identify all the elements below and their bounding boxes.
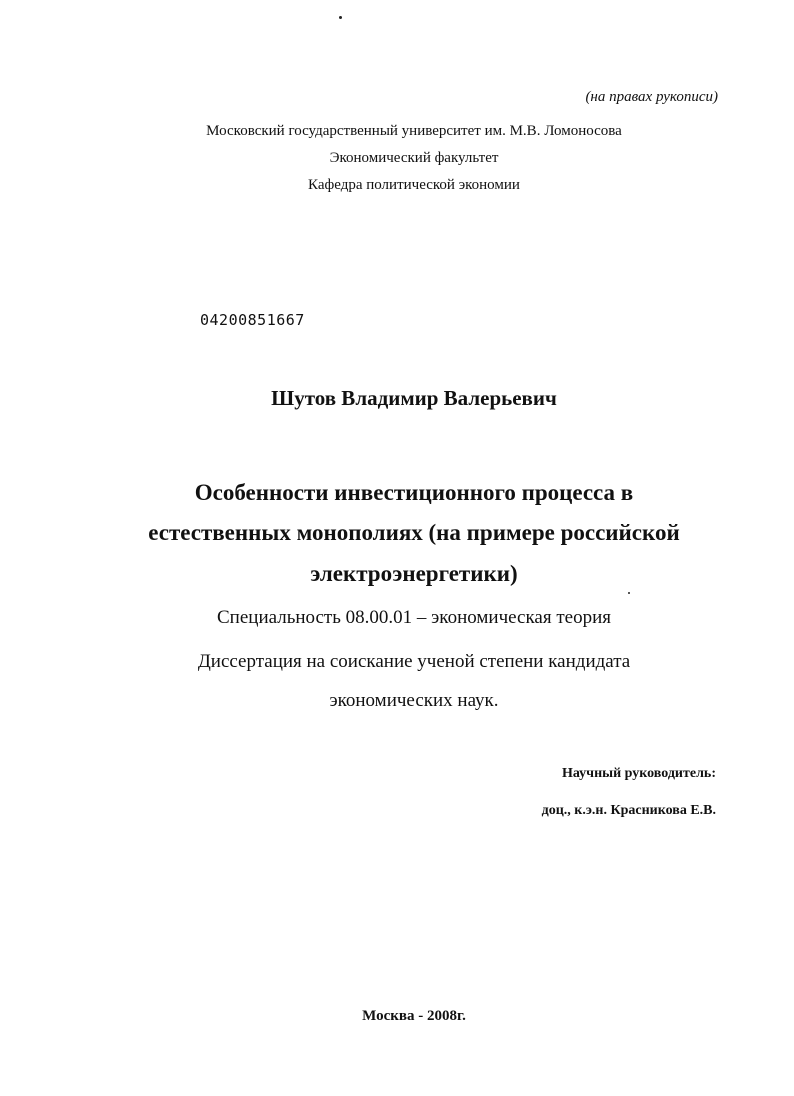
- university-name: Московский государственный университет им. М.В. Ломоносова: [206, 123, 622, 139]
- thesis-title-line-3: электроэнергетики): [310, 561, 518, 586]
- dissertation-line-2: экономических наук.: [329, 690, 499, 711]
- faculty-name: Экономический факультет: [329, 150, 499, 166]
- author-name: Шутов Владимир Валерьевич: [271, 386, 557, 410]
- city-year: Москва - 2008г.: [362, 1008, 466, 1024]
- dissertation-line-1: Диссертация на соискание ученой степени кандидата: [197, 651, 631, 672]
- specialty-line: Специальность 08.00.01 – экономическая теория: [217, 607, 611, 628]
- rights-note: (на правах рукописи): [585, 89, 718, 105]
- thesis-title-line-2: естественных монополиях (на примере российской: [148, 520, 680, 545]
- registry-code: 04200851667: [200, 311, 305, 329]
- supervisor-name: доц., к.э.н. Красникова Е.В.: [541, 803, 716, 818]
- scan-speck-top: [339, 16, 342, 19]
- department-name: Кафедра политической экономии: [308, 177, 520, 193]
- thesis-title-line-1: Особенности инвестиционного процесса в: [194, 480, 634, 505]
- scan-speck-right: [628, 592, 630, 594]
- supervisor-label: Научный руководитель:: [562, 766, 716, 781]
